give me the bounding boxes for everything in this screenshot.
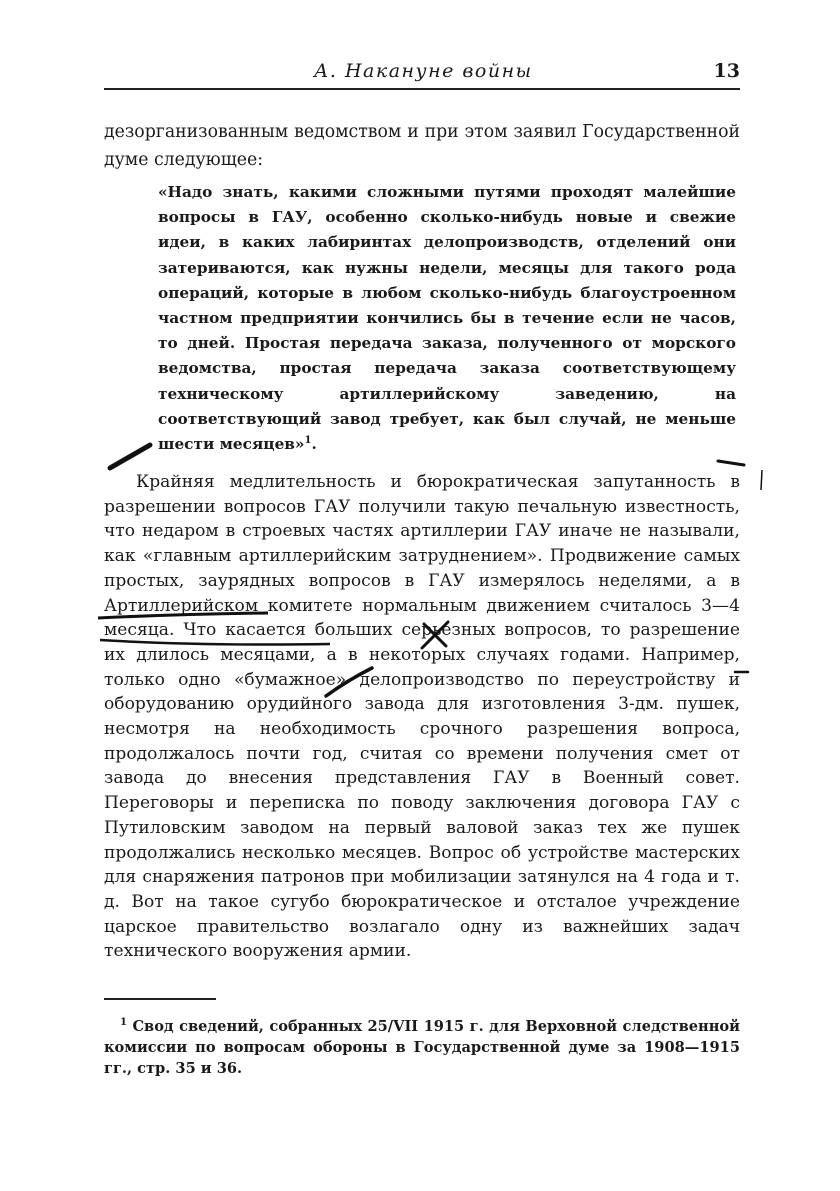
pen-margin-line: [761, 470, 762, 490]
pen-tick-mark: [110, 445, 150, 468]
footnote: [104, 1016, 740, 1079]
chapter-title: А. Накануне войны: [314, 60, 533, 82]
block-quote: [158, 180, 736, 457]
footnote-divider: [104, 998, 216, 1000]
footnote-text: Свод сведений, собранных 25/VII 1915 г. для Верховной следственной комиссии по вопросам обороны в Государственной думе за 1908—1915 гг., стр. 35 и 36.: [104, 1018, 740, 1077]
paragraph-intro: дезорганизованным ведомством и при этом заявил Государственной думе следующее:: [104, 122, 740, 170]
paragraph-main: Крайняя медлительность и бюрократическая запутанность в разрешении вопросов ГАУ получили такую печальную известность, что недаром в строевых частях артиллерии ГАУ иначе не называли, как «главным артиллерийским затруднением». Продвижение самых простых, заурядных вопросов в ГАУ измерялось неделями, а в Артиллерийском комитете нормальным движением считалось 3—4 месяца. Что касается больших серьезных вопросов, то разрешение их длилось месяцами, а в некоторых случаях годами. Например, только одно «бумажное» делопроизводство по переустройству и оборудованию орудийного завода для изготовления 3-дм. пушек, несмотря на необходимость срочного разрешения вопроса, продолжалось почти год, считая со времени получения смет от завода до внесения представления ГАУ в Военный совет. Переговоры и переписка по поводу заключения договора ГАУ с Путиловским заводом на первый валовой заказ тех же пушек продолжались несколько месяцев. Вопрос об устройстве мастерских для снаряжения патронов при мобилизации затянулся на 4 года и т. д. Вот на такое сугубо бюрократическое и отсталое учреждение царское правительство возлагало одну из важнейших задач технического вооружения армии.: [104, 472, 740, 962]
footnote-marker: 1: [120, 1017, 127, 1029]
running-header: [104, 58, 740, 90]
quote-text: «Надо знать, какими сложными путями проходят малейшие вопросы в ГАУ, особенно сколько-нибудь новые и свежие идеи, в каких лабиринтах делопроизводств, отделений они затериваются, как нужны недели, месяцы для такого рода операций, которые в любом сколько-нибудь благоустроенном частном предприятии кончились бы в течение если не часов, то дней. Простая передача заказа, полученного от морского ведомства, простая передача заказа соответствующему техническому артиллерийскому заведению, на соответствующий завод требует, как был случай, не меньше шести месяцев»: [158, 183, 736, 454]
quote-end: .: [311, 435, 317, 454]
footnote-reference: 1: [304, 434, 312, 446]
pen-dash-mark: [718, 461, 744, 465]
page-number: 13: [713, 60, 740, 82]
